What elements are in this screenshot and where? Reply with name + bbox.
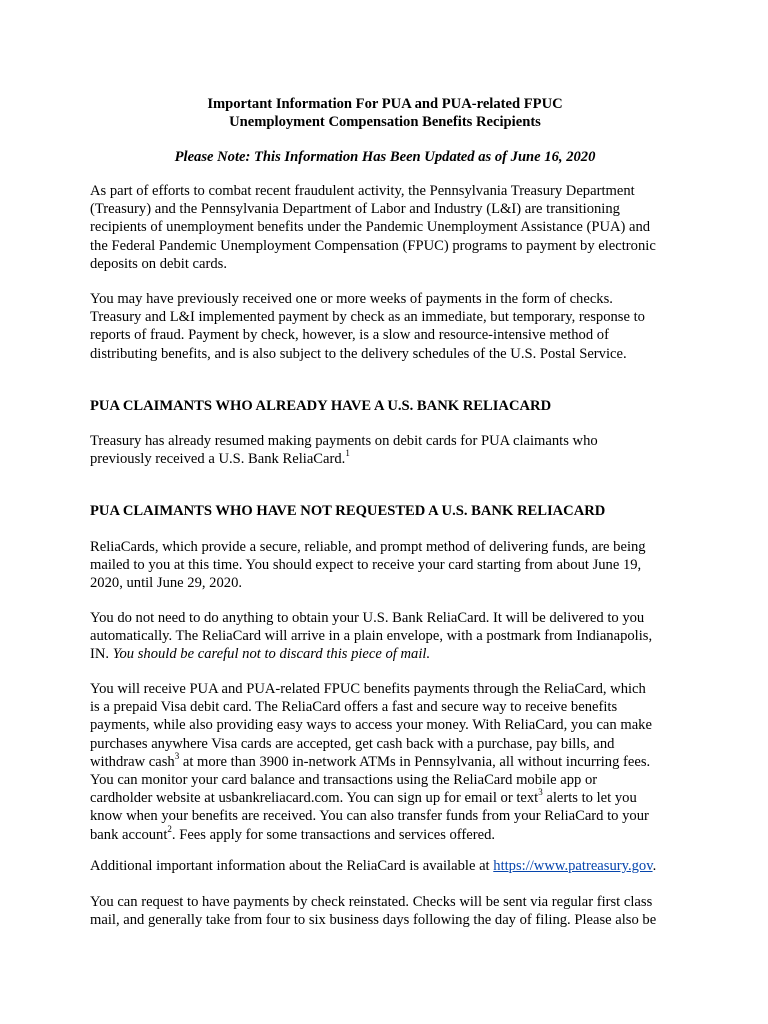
checks-paragraph <box>90 290 685 363</box>
text-line: is a prepaid Visa debit card. The ReliaCard offers a fast and secure way to receive benefits <box>90 699 618 716</box>
text-line: deposits on debit cards. <box>90 255 227 272</box>
existing-cardholders-paragraph <box>90 432 685 468</box>
text-line <box>90 450 685 468</box>
text-line: distributing benefits, and is also subject to the delivery schedules of the U.S. Postal Service. <box>90 345 627 362</box>
text-line: You do not need to do anything to obtain your U.S. Bank ReliaCard. It will be delivered to you <box>90 610 645 626</box>
text-line: the Federal Pandemic Unemployment Compensation (FPUC) programs to payment by electronic <box>90 237 656 254</box>
text-line: You can monitor your card balance and transactions using the ReliaCard mobile app or <box>90 772 598 789</box>
text-line: know when your benefits are received. You can also transfer funds from your ReliaCard to your <box>90 808 649 825</box>
title-line-2: Unemployment Compensation Benefits Recipients <box>229 114 541 131</box>
text-line <box>90 823 685 844</box>
patreasury-link[interactable]: https://www.patreasury.gov <box>493 858 653 874</box>
text-fragment: withdraw cash <box>90 753 175 770</box>
text-line: payments, while also providing easy ways to access your money. With ReliaCard, you can make <box>90 717 652 734</box>
text-fragment: alerts to let you <box>542 790 637 807</box>
text-line: reports of fraud. Payment by check, however, is a slow and resource-intensive method of <box>90 327 609 344</box>
warning-text: You should be careful not to discard this piece of mail. <box>112 646 431 663</box>
update-note: Please Note: This Information Has Been Updated as of June 16, 2020 <box>174 149 596 165</box>
text-line: (Treasury) and the Pennsylvania Department of Labor and Industry (L&I) are transitioning <box>90 201 620 218</box>
text-line: mailed to you at this time. You should expect to receive your card starting from about June 19, <box>90 557 642 574</box>
section-heading-existing-cardholders: PUA CLAIMANTS WHO ALREADY HAVE A U.S. BANK RELIACARD <box>90 398 552 414</box>
section-heading-new-cardholders: PUA CLAIMANTS WHO HAVE NOT REQUESTED A U.S. BANK RELIACARD <box>90 503 606 519</box>
text-line: mail, and generally take from four to six business days following the day of filing. Please also be <box>90 912 657 929</box>
obtain-card-paragraph <box>90 609 685 664</box>
text-line: You will receive PUA and PUA-related FPUC benefits payments through the ReliaCard, which <box>90 681 646 697</box>
text-fragment: Additional important information about the ReliaCard is available at <box>90 858 494 874</box>
text-fragment: at more than 3900 in-network ATMs in Pennsylvania, all without incurring fees. <box>179 753 651 770</box>
text-fragment: previously received a U.S. Bank ReliaCard. <box>90 451 346 468</box>
footnote-marker: 3 <box>538 787 543 798</box>
text-line: purchases anywhere Visa cards are accepted, get cash back with a purchase, pay bills, and <box>90 735 615 752</box>
text-line <box>90 645 685 663</box>
title-line-1: Important Information For PUA and PUA-related FPUC <box>207 96 563 112</box>
text-fragment: bank account <box>90 826 168 843</box>
text-line: You may have previously received one or more weeks of payments in the form of checks. <box>90 291 613 307</box>
text-line: Treasury and L&I implemented payment by check as an immediate, but temporary, response to <box>90 309 645 326</box>
text-line: recipients of unemployment benefits under the Pandemic Unemployment Assistance (PUA) and <box>90 219 651 236</box>
intro-paragraph <box>90 182 685 273</box>
mailing-paragraph <box>90 538 685 593</box>
footnote-marker: 3 <box>174 750 180 761</box>
benefits-paragraph <box>90 680 685 844</box>
text-fragment: cardholder website at usbankreliacard.com. You can sign up for email or text <box>90 790 539 807</box>
document-title <box>90 95 680 131</box>
text-line <box>90 857 685 875</box>
text-line: Treasury has already resumed making payments on debit cards for PUA claimants who <box>90 433 598 449</box>
text-line: As part of efforts to combat recent fraudulent activity, the Pennsylvania Treasury Department <box>90 183 635 199</box>
text-line: You can request to have payments by check reinstated. Checks will be sent via regular first class <box>90 894 653 910</box>
reinstate-checks-paragraph <box>90 893 685 929</box>
text-fragment: IN. <box>90 646 113 663</box>
text-line <box>90 750 685 771</box>
text-fragment: . <box>652 858 657 874</box>
text-line: ReliaCards, which provide a secure, reliable, and prompt method of delivering funds, are being <box>90 539 646 555</box>
additional-info-paragraph <box>90 857 685 875</box>
text-line: automatically. The ReliaCard will arrive in a plain envelope, with a postmark from Indianapolis, <box>90 628 653 645</box>
text-line: 2020, until June 29, 2020. <box>90 575 243 592</box>
text-fragment: . Fees apply for some transactions and services offered. <box>171 826 496 843</box>
text-line <box>90 789 685 807</box>
footnote-marker: 1 <box>345 448 350 459</box>
footnote-marker: 2 <box>167 823 172 834</box>
